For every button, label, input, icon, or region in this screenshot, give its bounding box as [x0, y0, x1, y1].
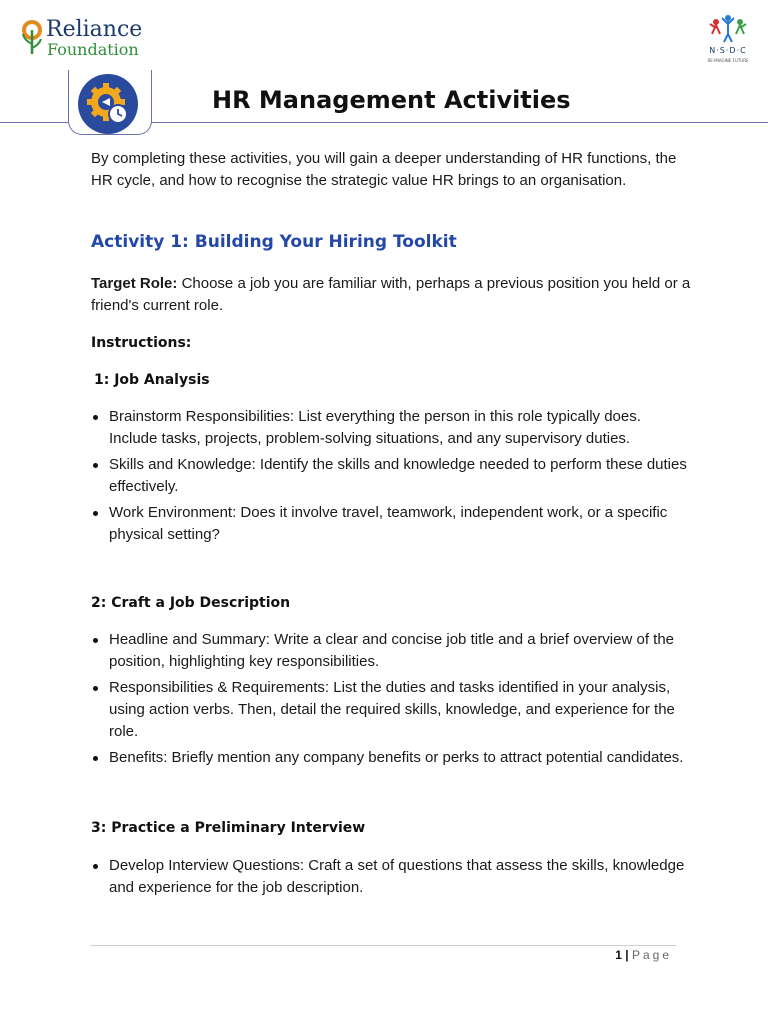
- page-separator: |: [625, 948, 629, 962]
- reliance-foundation-logo: [20, 16, 160, 62]
- list-item: Skills and Knowledge: Identify the skills and knowledge needed to perform these duties effectively.: [91, 454, 691, 498]
- section-heading-preliminary-interview: 3: Practice a Preliminary Interview: [91, 820, 366, 836]
- target-role-label: Target Role:: [91, 275, 178, 292]
- hr-gear-clock-icon: [78, 74, 138, 134]
- job-analysis-list: [91, 406, 691, 550]
- page-word: Page: [631, 948, 672, 962]
- nsdc-letters: N·S·D·C: [709, 46, 747, 55]
- page-number: 1: [615, 948, 622, 962]
- list-item: Work Environment: Does it involve travel, teamwork, independent work, or a specific physical setting?: [91, 502, 691, 546]
- nsdc-logo: [700, 14, 756, 68]
- target-role-paragraph: [91, 273, 691, 317]
- footer-rule: [90, 945, 676, 946]
- reliance-emblem-icon: [20, 18, 44, 58]
- activity-heading: Activity 1: Building Your Hiring Toolkit: [91, 232, 457, 252]
- section-heading-job-description: 2: Craft a Job Description: [91, 595, 291, 611]
- list-item: Develop Interview Questions: Craft a set of questions that assess the skills, knowledge and experience for the job description.: [91, 855, 691, 899]
- logo-text-foundation: Foundation: [47, 40, 139, 59]
- list-item: Benefits: Briefly mention any company benefits or perks to attract potential candidates.: [91, 747, 691, 769]
- page-footer: [560, 948, 672, 962]
- job-description-list: [91, 629, 691, 773]
- nsdc-figures-icon: [708, 14, 748, 46]
- target-role-text: Choose a job you are familiar with, perhaps a previous position you held or a friend's current role.: [91, 275, 691, 314]
- page-title: HR Management Activities: [212, 86, 571, 114]
- instructions-label: Instructions:: [91, 335, 192, 351]
- section-heading-job-analysis: 1: Job Analysis: [94, 372, 210, 388]
- nsdc-tagline: RE-IMAGINE FUTURE: [707, 58, 749, 63]
- logo-text-reliance: Reliance: [46, 17, 143, 42]
- list-item: Responsibilities & Requirements: List the duties and tasks identified in your analysis, using action verbs. Then, detail the required skills, knowledge, and experience for the role.: [91, 677, 691, 743]
- list-item: Headline and Summary: Write a clear and concise job title and a brief overview of the position, highlighting key responsibilities.: [91, 629, 691, 673]
- intro-paragraph: By completing these activities, you will gain a deeper understanding of HR functions, the HR cycle, and how to recognise the strategic value HR brings to an organisation.: [91, 150, 677, 189]
- list-item: Brainstorm Responsibilities: List everything the person in this role typically does. Include tasks, projects, problem-solving situations, and any supervisory duties.: [91, 406, 691, 450]
- preliminary-interview-list: [91, 855, 691, 903]
